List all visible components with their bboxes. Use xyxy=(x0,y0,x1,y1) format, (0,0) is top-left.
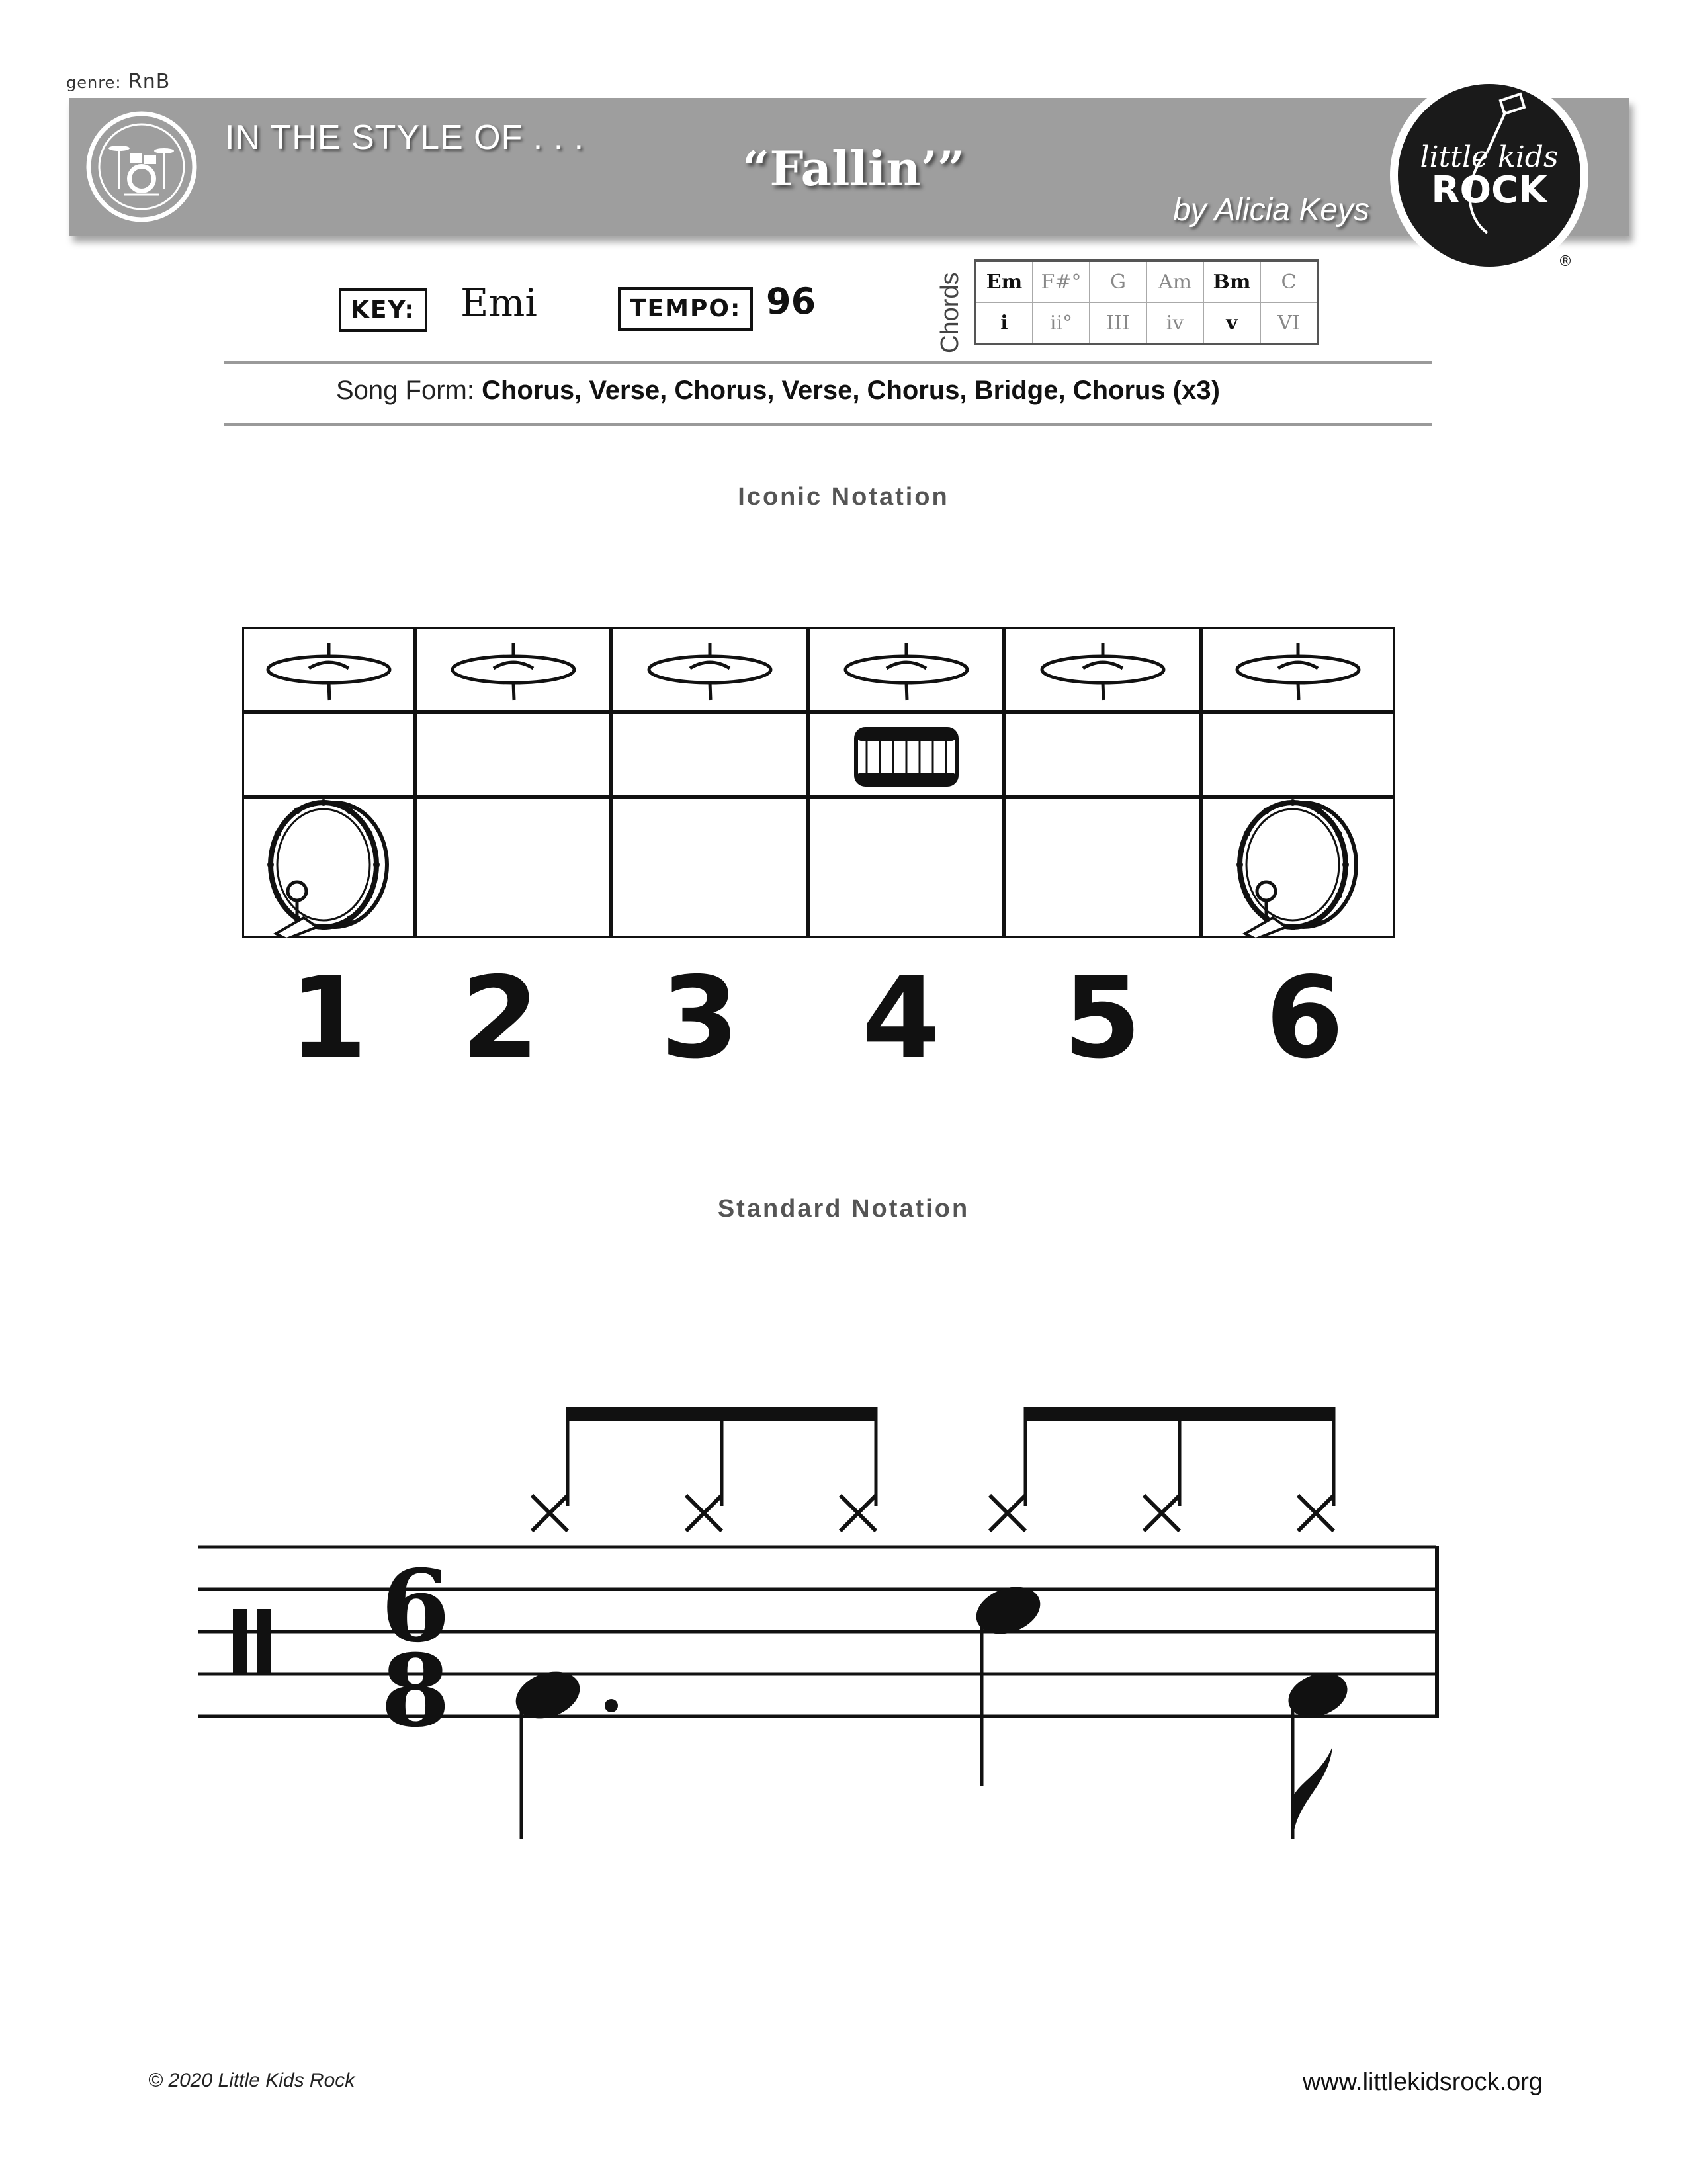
augmentation-dot xyxy=(605,1699,618,1712)
key-label: KEY: xyxy=(339,288,427,332)
website-link[interactable]: www.littlekidsrock.org xyxy=(1302,2068,1543,2096)
chord-numeral: ii° xyxy=(1033,302,1090,344)
time-signature-top: 6 xyxy=(380,1548,451,1665)
time-signature-bottom: 8 xyxy=(380,1633,451,1749)
hihat-x-note xyxy=(686,1495,722,1531)
beat-number: 2 xyxy=(460,953,540,1084)
genre-value: RnB xyxy=(128,70,171,93)
logo-line2: ROCK xyxy=(1431,169,1547,212)
beat-number: 3 xyxy=(660,953,740,1084)
chord-name: C xyxy=(1260,261,1318,302)
grid-cell xyxy=(415,712,611,797)
iconic-notation-title: Iconic Notation xyxy=(738,483,949,511)
grid-cell xyxy=(611,797,808,938)
note-flag xyxy=(1293,1747,1332,1839)
song-form-label: Song Form: xyxy=(336,376,474,405)
genre-label xyxy=(66,70,170,93)
snare-note xyxy=(970,1579,1047,1786)
divider xyxy=(224,361,1432,364)
hihat-beam-group-2 xyxy=(990,1407,1335,1531)
tempo-label: TEMPO: xyxy=(618,287,753,331)
beat-number: 5 xyxy=(1062,953,1142,1084)
bass-drum-note xyxy=(1282,1665,1354,1839)
grid-cell xyxy=(242,712,415,797)
beat-number: 6 xyxy=(1265,953,1344,1084)
style-of-label: IN THE STYLE OF . . . xyxy=(225,118,585,157)
hihat-x-note xyxy=(1144,1495,1180,1531)
svg-text:Chords: Chords xyxy=(936,272,964,353)
divider xyxy=(224,423,1432,426)
standard-notation-title: Standard Notation xyxy=(717,1195,970,1223)
chord-numeral-row xyxy=(975,302,1318,344)
grid-cell xyxy=(1004,712,1201,797)
chord-table xyxy=(974,259,1319,345)
chord-name: Am xyxy=(1146,261,1203,302)
percussion-clef-icon xyxy=(233,1609,271,1675)
grid-cell xyxy=(611,712,808,797)
logo-line1: little kids xyxy=(1420,140,1559,174)
song-title: “Fallin’” xyxy=(742,140,965,197)
beat-number: 1 xyxy=(288,953,368,1084)
beat-number: 4 xyxy=(861,953,941,1084)
hihat-x-note xyxy=(1298,1495,1334,1531)
chord-name: F#° xyxy=(1033,261,1090,302)
chord-numeral: III xyxy=(1090,302,1146,344)
chord-name: Em xyxy=(975,261,1033,302)
snare-drum-icon xyxy=(856,729,957,785)
key-value: Emi xyxy=(460,281,537,326)
iconic-notation-grid xyxy=(242,627,1395,938)
registered-mark: ® xyxy=(1558,253,1573,270)
genre-key: genre: xyxy=(66,73,122,92)
bass-drum-note xyxy=(509,1663,618,1839)
chord-numeral: iv xyxy=(1146,302,1203,344)
drum-staff xyxy=(192,1376,1449,1839)
chord-name-row xyxy=(975,261,1318,302)
hihat-beam-group-1 xyxy=(532,1407,877,1531)
hihat-x-note xyxy=(990,1495,1025,1531)
little-kids-rock-logo xyxy=(1388,74,1590,277)
chord-numeral: VI xyxy=(1260,302,1318,344)
grid-cell xyxy=(415,797,611,938)
tempo-value: 96 xyxy=(766,281,816,322)
chord-numeral: i xyxy=(975,302,1033,344)
copyright: © 2020 Little Kids Rock xyxy=(148,2070,355,2091)
chord-name: G xyxy=(1090,261,1146,302)
grid-cell xyxy=(808,797,1004,938)
artist-name: by Alicia Keys xyxy=(1173,193,1369,228)
chord-name: Bm xyxy=(1203,261,1260,302)
song-form-value: Chorus, Verse, Chorus, Verse, Chorus, Bridge, Chorus (x3) xyxy=(482,376,1220,405)
grid-cell xyxy=(1004,797,1201,938)
song-form xyxy=(336,376,1220,406)
hihat-x-note xyxy=(840,1495,876,1531)
grid-cell xyxy=(1201,712,1395,797)
hihat-x-note xyxy=(532,1495,568,1531)
drum-kit-icon xyxy=(85,110,198,224)
chord-numeral: v xyxy=(1203,302,1260,344)
